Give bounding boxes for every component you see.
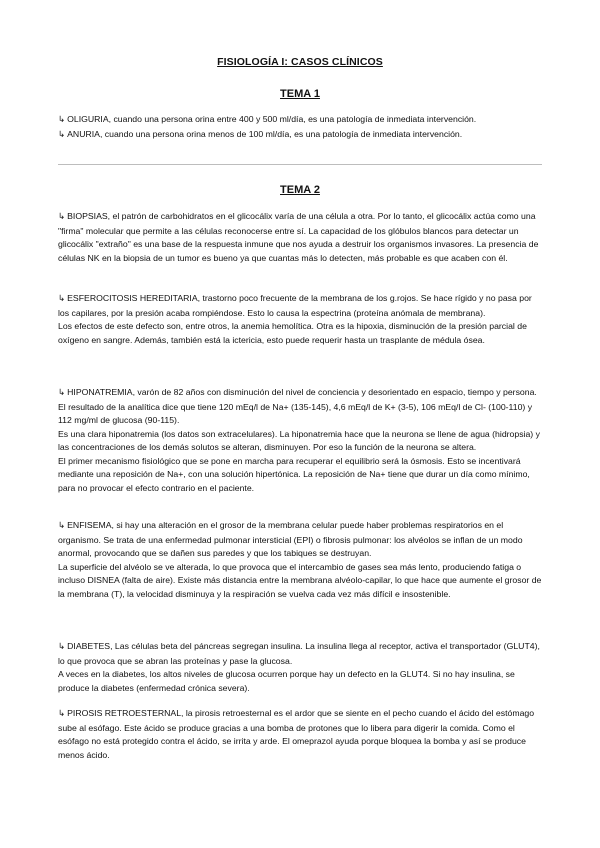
- enfisema-text-2: La superficie del alvéolo se ve alterada, lo que provoca que el intercambio de gases sea más lento, produciendo fatiga o incluso DISNEA (falta de aire). Existe más distancia entre la membrana alvéolo-capilar, lo que hace que aumente el grosor de la membrana (T), la velocidad disminuya y la respiración se vuelva cada vez más difícil e insostenible.: [58, 561, 542, 599]
- list-item-oliguria: [58, 113, 542, 128]
- document-title: FISIOLOGÍA I: CASOS CLÍNICOS: [217, 56, 383, 68]
- hiponatremia-text-2: Es una clara hiponatremia (los datos son extracelulares). La hiponatremia hace que la neurona se llene de agua (hidropsia) y las concentraciones de los demás solutos se alteran, disminuyen. Por eso la función de la neurona se altera.: [58, 428, 540, 452]
- esferocitosis-text-1: ESFEROCITOSIS HEREDITARIA, trastorno poco frecuente de la membrana de los g.rojos. Se hace rígido y no pasa por los capilares, por la presión acaba rompiéndose. Esto lo causa la espectrina (proteína anómala de membrana).: [58, 293, 532, 318]
- arrow-icon: ↳: [58, 294, 66, 304]
- diabetes-text-1: DIABETES, Las células beta del páncreas segregan insulina. La insulina llega al receptor, activa el transportador (GLUT4), lo que provoca que se abran las proteínas y pase la glucosa.: [58, 641, 540, 666]
- list-item-anuria: [58, 128, 542, 143]
- section-divider: [58, 164, 542, 165]
- arrow-icon: ↳: [58, 129, 66, 140]
- arrow-icon: ↳: [58, 115, 66, 125]
- paragraph-pirosis: [58, 707, 542, 762]
- arrow-icon: ↳: [58, 388, 66, 398]
- paragraph-biopsias: [58, 210, 542, 265]
- biopsias-text: BIOPSIAS, el patrón de carbohidratos en el glicocálix varía de una célula a otra. Por lo tanto, el glicocálix actúa como una "firma" molecular que permite a las células reconocerse entre sí. La capacidad de los glóbulos blancos para detectar un glicocálix "extraño" es una base de la respuesta inmune que nos ayuda a destruir los organismos invasores. La presencia de células NK en la biopsia de un tumor es bueno ya que cuantas más lo detecten, más probable es que acaben con él.: [58, 211, 539, 263]
- diabetes-text-2: A veces en la diabetes, los altos niveles de glucosa ocurren porque hay un defecto en la GLUT4. Si no hay insulina, se produce la diabetes (enfermedad crónica severa).: [58, 669, 515, 693]
- section-heading-tema-1: TEMA 1: [280, 88, 320, 100]
- paragraph-hiponatremia: [58, 386, 542, 495]
- arrow-icon: ↳: [58, 709, 66, 719]
- hiponatremia-text-3: El primer mecanismo fisiológico que se pone en marcha para recuperar el equilibrio será la ósmosis. Esto se incentivará mediante una reposición de Na+, con una solución hipertónica. La reposición de Na+ tiene que durar un día como mínimo, para no provocar el efecto contrario en el paciente.: [58, 455, 530, 493]
- section-heading-tema-2: TEMA 2: [280, 184, 320, 196]
- esferocitosis-text-2: Los efectos de este defecto son, entre otros, la anemia hemolítica. Otra es la hipoxia, disminución de la presión parcial de oxígeno en sangre. Además, también está la ictericia, esto puede requerir hasta un trasplante de médula ósea.: [58, 321, 527, 345]
- paragraph-diabetes: [58, 640, 542, 695]
- paragraph-enfisema: [58, 519, 542, 601]
- arrow-icon: ↳: [58, 642, 66, 652]
- tema-1-list: [58, 113, 542, 142]
- arrow-icon: ↳: [58, 521, 66, 531]
- pirosis-text: PIROSIS RETROESTERNAL, la pirosis retroesternal es el ardor que se siente en el pecho cuando el ácido del estómago sube al esófago. Este ácido se produce gracias a una bomba de protones que lo libera para digerir la comida. Como el esófago no está protegido contra el ácido, se irrita y arde. El omeprazol ayuda porque bloquea la bomba y así se produce menos ácido.: [58, 708, 535, 760]
- hiponatremia-text-1: HIPONATREMIA, varón de 82 años con disminución del nivel de conciencia y desorientado en espacio, tiempo y persona. El resultado de la analítica dice que tiene 120 mEq/l de Na+ (135-145), 4,6 mEq/l de K+ (3-5), 106 mEq/l de Cl- (100-110) y 112 mg/ml de glucosa (90-115).: [58, 387, 537, 425]
- paragraph-esferocitosis: [58, 292, 542, 347]
- arrow-icon: ↳: [58, 212, 66, 222]
- anuria-text: ANURIA, cuando una persona orina menos de 100 ml/día, es una patología de inmediata intervención.: [67, 128, 463, 139]
- oliguria-text: OLIGURIA, cuando una persona orina entre 400 y 500 ml/día, es una patología de inmediata intervención.: [67, 114, 477, 124]
- enfisema-text-1: ENFISEMA, si hay una alteración en el grosor de la membrana celular puede haber problemas respiratorios en el organismo. Se trata de una enfermedad pulmonar intersticial (EPI) o fibrosis pulmonar: los alvéolos se inflan de un modo anormal, provocando que se dañen sus paredes y que los tabiques se destruyan.: [58, 520, 523, 558]
